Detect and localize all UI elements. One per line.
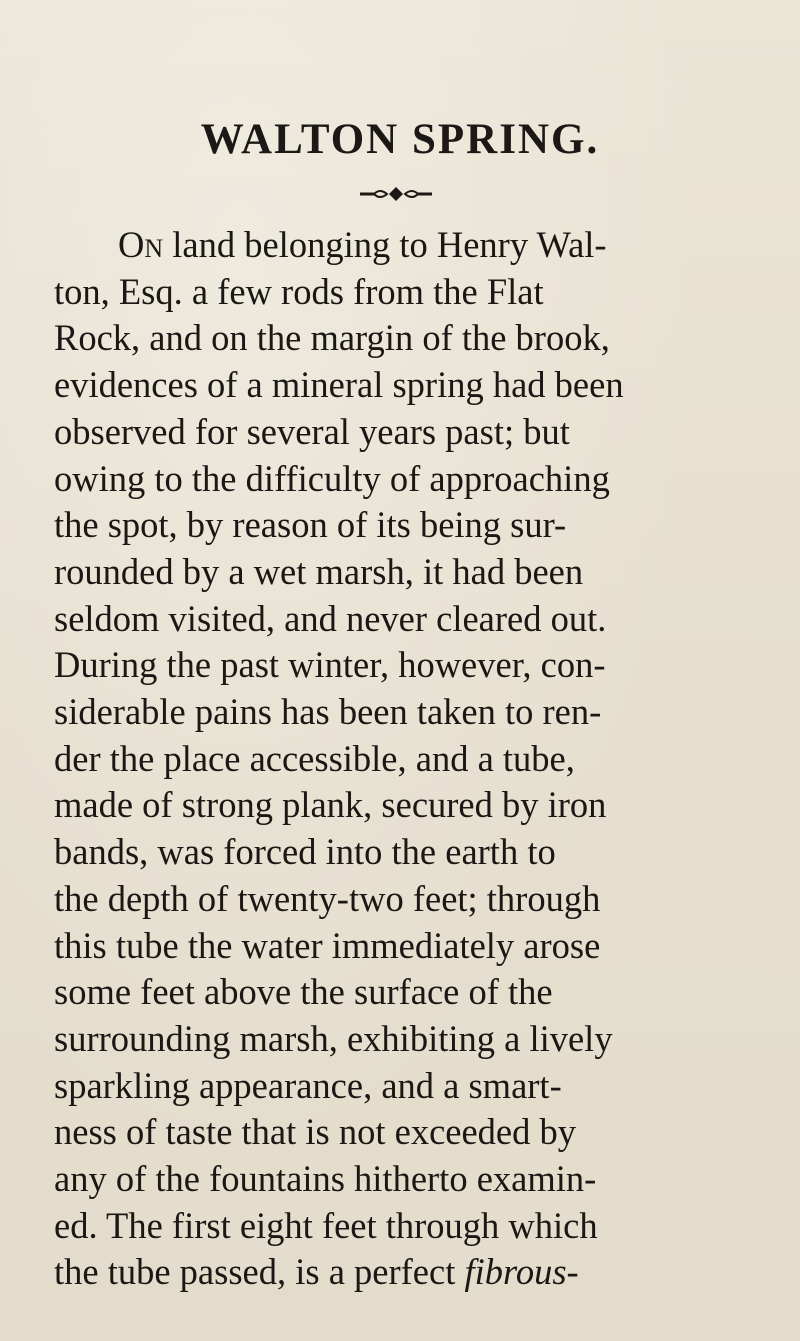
page-title: WALTON SPRING. <box>200 116 600 163</box>
text-line-1 <box>54 222 774 269</box>
text-line: observed for several years past; but <box>54 410 570 452</box>
text-line: der the place accessible, and a tube, <box>54 737 575 779</box>
text-line-last <box>54 1249 774 1296</box>
text-line: the spot, by reason of its being sur- <box>54 504 567 546</box>
text-line: ton, Esq. a few rods from the Flat <box>54 270 544 312</box>
text-line: ness of taste that is not exceeded by <box>54 1111 576 1153</box>
opening-word: On <box>118 224 164 265</box>
last-line-italic-word: fibrous- <box>464 1251 579 1293</box>
text-line: made of strong plank, secured by iron <box>54 784 607 826</box>
text-line: siderable pains has been taken to ren- <box>54 691 602 733</box>
opening-line-rest: land belonging to Henry Wal- <box>163 224 607 265</box>
text-line: evidences of a mineral spring had been <box>54 364 624 406</box>
text-line: Rock, and on the margin of the brook, <box>54 317 610 359</box>
text-line: During the past winter, however, con- <box>54 644 606 686</box>
rule-diamond-ornament-icon <box>360 186 432 202</box>
text-line: ed. The first eight feet through which <box>54 1204 598 1246</box>
text-line: seldom visited, and never cleared out. <box>54 597 607 639</box>
text-line: bands, was forced into the earth to <box>54 831 556 873</box>
text-line: rounded by a wet marsh, it had been <box>54 550 584 592</box>
text-line: some feet above the surface of the <box>54 971 553 1013</box>
text-line: sparkling appearance, and a smart- <box>54 1064 562 1106</box>
last-line-lead: the tube passed, is a perfect <box>54 1251 465 1293</box>
text-line: any of the fountains hitherto examin- <box>54 1158 597 1200</box>
paragraph-body <box>54 222 774 1296</box>
text-line: this tube the water immediately arose <box>54 924 601 966</box>
text-line: owing to the difficulty of approaching <box>54 457 610 499</box>
text-line: the depth of twenty-two feet; through <box>54 877 601 919</box>
text-line: surrounding marsh, exhibiting a lively <box>54 1017 613 1059</box>
